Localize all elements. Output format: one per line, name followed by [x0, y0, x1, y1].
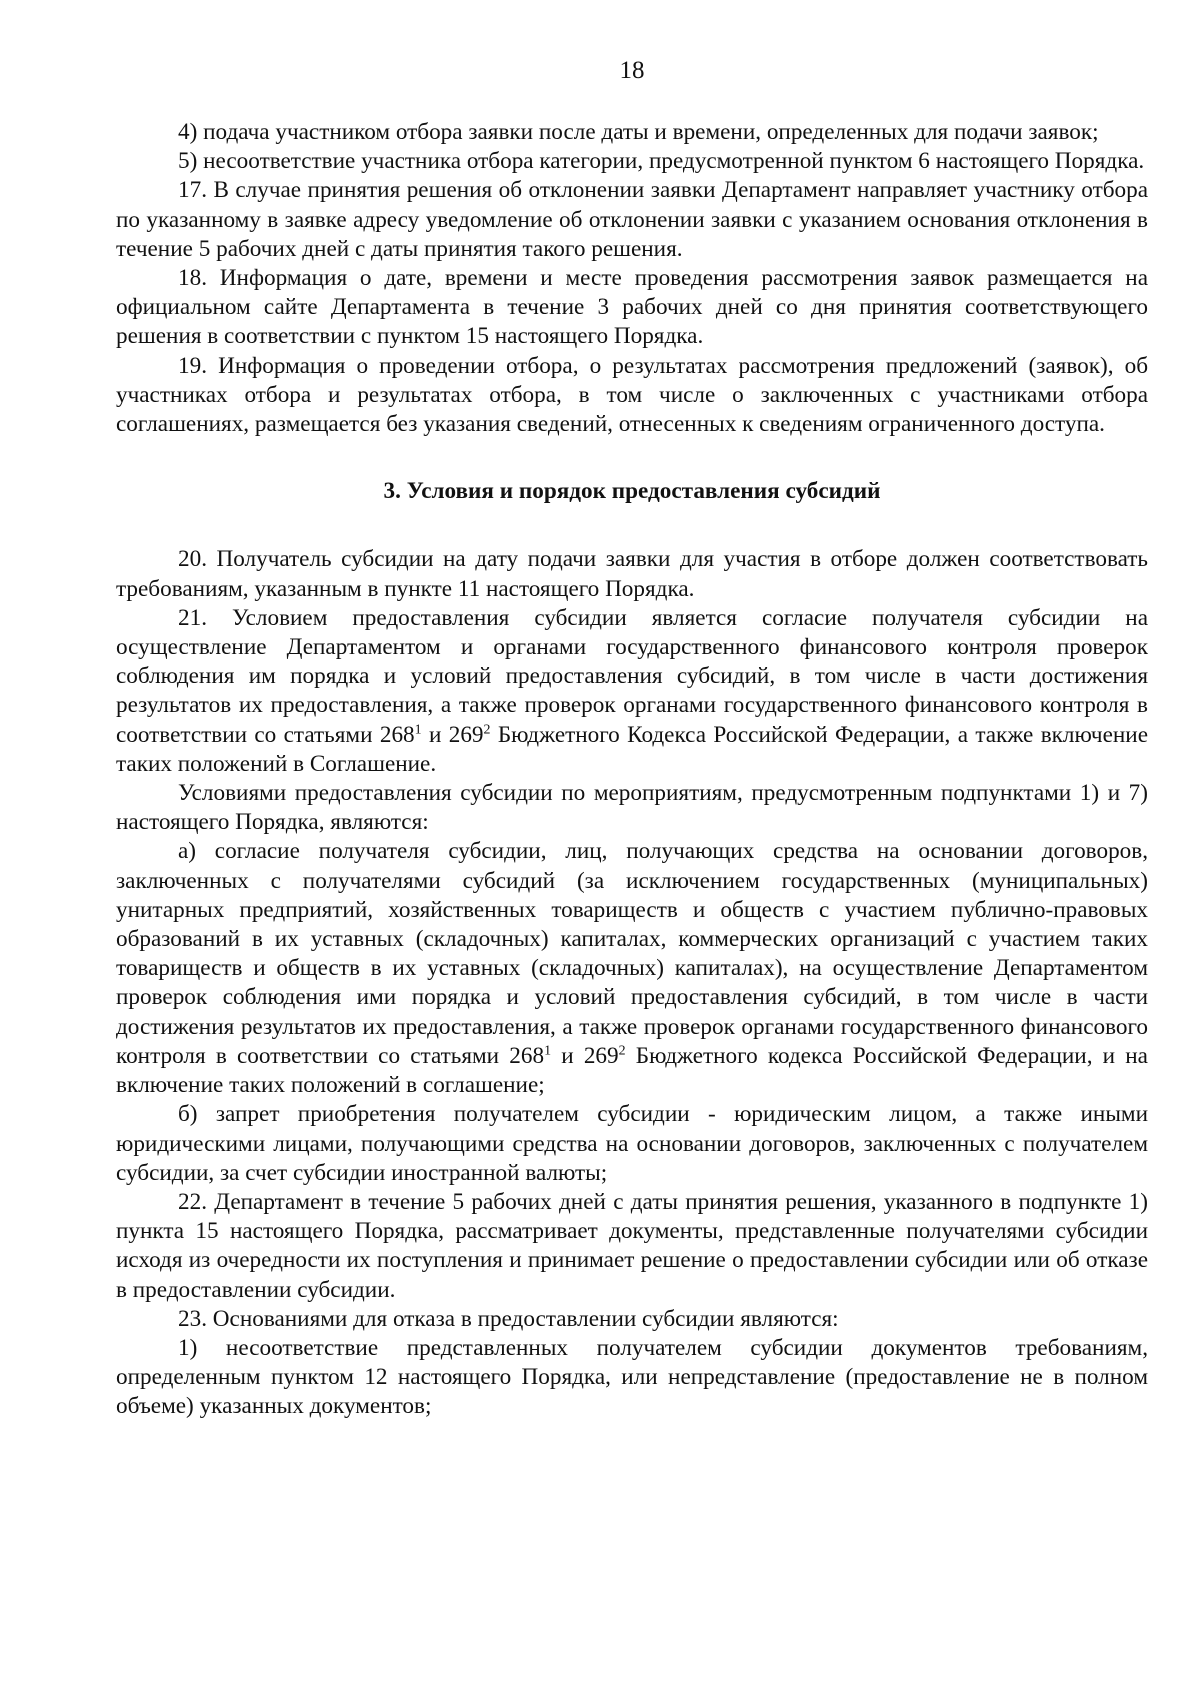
paragraph-a-text-1: а) согласие получателя субсидии, лиц, получающих средства на основании договоров, заключенных с получателями субсидий (за исключением государственных (муниципальных) унитарных предприятий, хозяйственных товариществ и обществ с участием публично-правовых образований в их уставных (складочных) капиталах, коммерческих организаций с участием таких товариществ и обществ в их уставных (складочных) капиталах), на осуществление Департаментом проверок соблюдения ими порядка и условий предоставления субсидий, в том числе в части достижения результатов их предоставления, а также проверок органами государственного финансового контроля в соответствии со статьями 268: [116, 838, 1148, 1069]
paragraph-a-text-3: Бюджетного кодекса Российской Федерации, и на включение таких положений в соглашение;: [116, 1042, 1148, 1099]
page-number: 18: [619, 57, 645, 84]
paragraph-21-text-3: Бюджетного Кодекса Российской Федерации, а также включение таких положений в Соглашение.: [116, 721, 1148, 777]
paragraph-21-text-1: 21. Условием предоставления субсидии является согласие получателя субсидии на осуществление Департаментом и органами государственного финансового контроля проверок соблюдения им порядка и условий предоставления субсидий, в том числе в части достижения результатов их предоставления, а также проверок органами государственного финансового контроля в соответствии со статьями 268: [116, 604, 1148, 748]
superscript-1: 1: [544, 1043, 552, 1059]
paragraph-item-b: б) запрет приобретения получателем субсидии - юридическим лицом, а также иными юридическими лицами, получающими средства на основании договоров, заключенных с получателем субсидии, за счет субсидии иностранной валюты;: [116, 1101, 1148, 1186]
paragraph-22: 22. Департамент в течение 5 рабочих дней с даты принятия решения, указанного в подпункте 1) пункта 15 настоящего Порядка, рассматривает документы, представленные получателями субсидии исходя из очередности их поступления и принимает решение о предоставлении субсидии или об отказе в предоставлении субсидии.: [116, 1188, 1148, 1303]
paragraph-23: 23. Основаниями для отказа в предоставлении субсидии являются:: [178, 1305, 839, 1332]
paragraph-23-item-1: 1) несоответствие представленных получателем субсидии документов требованиям, определенным пунктом 12 настоящего Порядка, или непредставление (предоставление не в полном объеме) указанных документов;: [116, 1334, 1148, 1420]
paragraph-conditions: Условиями предоставления субсидии по мероприятиям, предусмотренным подпунктами 1) и 7) настоящего Порядка, являются:: [116, 780, 1148, 836]
paragraph-item-4: 4) подача участником отбора заявки после даты и времени, определенных для подачи заявок;: [178, 119, 1099, 145]
paragraph-21: [116, 604, 1148, 779]
paragraph-18: 18. Информация о дате, времени и месте проведения рассмотрения заявок размещается на официальном сайте Департамента в течение 3 рабочих дней со дня принятия соответствующего решения в соответствии с пунктом 15 настоящего Порядка.: [116, 265, 1148, 350]
paragraph-item-a: [116, 837, 1148, 1100]
superscript-2: 2: [483, 721, 491, 737]
paragraph-item-5: 5) несоответствие участника отбора категории, предусмотренной пунктом 6 настоящего Порядка.: [178, 148, 1145, 175]
superscript-1: 1: [414, 721, 422, 737]
paragraph-19: 19. Информация о проведении отбора, о результатах рассмотрения предложений (заявок), об участниках отбора и результатах отбора, в том числе о заключенных с участниками отбора соглашениях, размещается без указания сведений, отнесенных к сведениям ограниченного доступа.: [116, 352, 1148, 438]
document-page: [116, 56, 1148, 1422]
superscript-2: 2: [618, 1043, 626, 1059]
section-title: 3. Условия и порядок предоставления субсидий: [383, 478, 881, 505]
paragraph-20: 20. Получатель субсидии на дату подачи заявки для участия в отборе должен соответствовать требованиям, указанным в пункте 11 настоящего Порядка.: [116, 546, 1148, 602]
paragraph-17: 17. В случае принятия решения об отклонении заявки Департамент направляет участнику отбора по указанному в заявке адресу уведомление об отклонении заявки с указанием основания отклонения в течение 5 рабочих дней с даты принятия такого решения.: [116, 177, 1148, 262]
paragraph-a-text-2: и 269: [551, 1042, 619, 1069]
paragraph-21-text-2: и 269: [421, 721, 484, 748]
